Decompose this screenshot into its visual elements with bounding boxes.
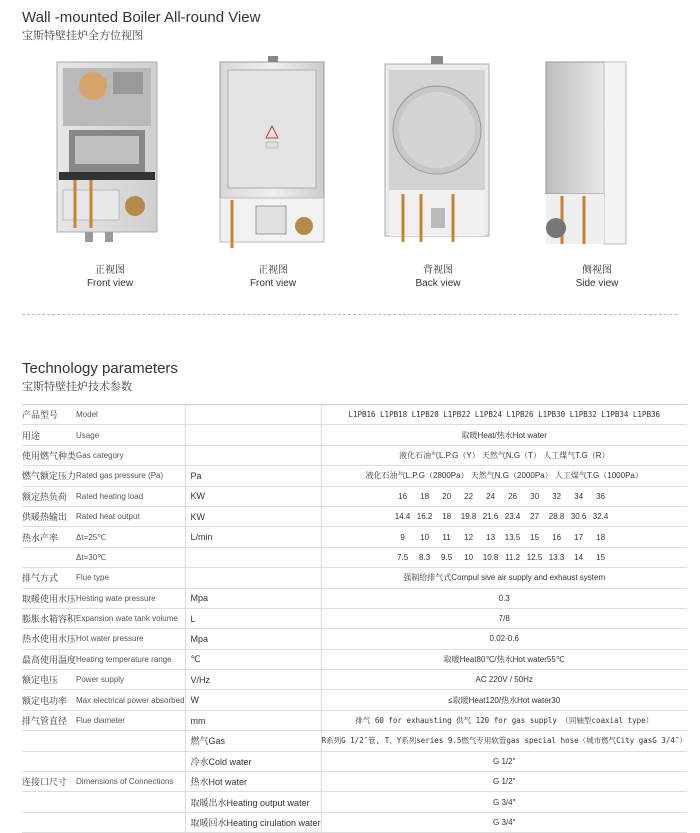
- view-caption-1: [45, 264, 175, 290]
- param-value: G 3/4″: [321, 812, 687, 832]
- param-name-cn: [22, 731, 76, 751]
- param-name-en: [76, 751, 185, 771]
- param-unit: W: [185, 690, 321, 710]
- param-unit: L/min: [185, 527, 321, 547]
- param-name-cn: 排气方式: [22, 568, 76, 588]
- table-row: [22, 445, 687, 465]
- param-unit: KW: [185, 486, 321, 506]
- param-name-en: Hesting wate pressure: [76, 588, 185, 608]
- param-name-en: Rated heating load: [76, 486, 185, 506]
- param-name-cn: 产品型号: [22, 405, 76, 425]
- param-value-cell: 10.8: [482, 552, 499, 562]
- param-value-cell: 11: [442, 532, 451, 542]
- table-row: [22, 690, 687, 710]
- param-name-en: Model: [76, 405, 185, 425]
- param-value: 强制给排气式Compul sive air supply and exhaust system: [321, 568, 687, 588]
- table-row: [22, 466, 687, 486]
- param-name-cn: 膨胀水箱容积: [22, 608, 76, 628]
- param-name-en: Gas category: [76, 445, 185, 465]
- param-name-en: Power supply: [76, 670, 185, 690]
- param-name-en: Rated heat output: [76, 506, 185, 526]
- param-value-cell: 9.5: [441, 552, 453, 562]
- param-value-cell: 32.4: [592, 512, 609, 522]
- param-value-cell: 10: [464, 552, 474, 562]
- param-values: [321, 527, 687, 547]
- param-unit: [185, 547, 321, 567]
- param-unit: Pa: [185, 466, 321, 486]
- param-unit: Mpa: [185, 629, 321, 649]
- table-row: [22, 405, 687, 425]
- param-value-cell: 15: [596, 552, 606, 562]
- param-value-cell: 32: [552, 491, 562, 501]
- table-row: [22, 751, 687, 771]
- param-value-cell: 12: [464, 532, 474, 542]
- param-unit: 燃气Gas: [185, 731, 321, 751]
- param-name-en: Usage: [76, 425, 185, 445]
- param-unit: mm: [185, 710, 321, 730]
- param-value: G 1/2″: [321, 772, 687, 792]
- page-subtitle: 宝斯特壁挂炉全方位视图: [22, 30, 143, 42]
- view-caption-cn: 背视图: [423, 265, 453, 276]
- param-unit: [185, 568, 321, 588]
- param-name-cn: 用途: [22, 425, 76, 445]
- param-value-cell: 15: [530, 532, 540, 542]
- table-row: [22, 527, 687, 547]
- param-unit: ℃: [185, 649, 321, 669]
- view-caption-en: Front view: [86, 278, 134, 289]
- boiler-front-open-image: [55, 48, 165, 293]
- table-row: [22, 629, 687, 649]
- param-value-cell: 16: [398, 491, 408, 501]
- param-value-cell: 27: [530, 512, 540, 522]
- param-name-cn: 热水使用水压: [22, 629, 76, 649]
- param-value: 取暖Heat/热水Hot water: [321, 425, 687, 445]
- param-name-en: Δt=30℃: [76, 547, 185, 567]
- param-name-cn: 额定电压: [22, 670, 76, 690]
- param-value-cell: 30: [530, 491, 540, 501]
- param-name-cn: 燃气额定压力: [22, 466, 76, 486]
- page-title: Wall -mounted Boiler All-round View: [22, 9, 261, 26]
- boiler-side-image: [542, 48, 652, 293]
- table-row: [22, 670, 687, 690]
- param-name-cn: [22, 751, 76, 771]
- table-row: [22, 792, 687, 812]
- param-name-cn: [22, 792, 76, 812]
- param-value-cell: 22: [464, 491, 474, 501]
- param-value-cell: 23.4: [504, 512, 521, 522]
- param-value-cell: 8.3: [419, 552, 431, 562]
- view-caption-cn: 正视图: [95, 265, 125, 276]
- param-name-cn: [22, 812, 76, 832]
- view-caption-cn: 侧视图: [582, 265, 612, 276]
- param-value-cell: 13.5: [504, 532, 521, 542]
- table-row: [22, 425, 687, 445]
- table-row: [22, 608, 687, 628]
- table-row: [22, 486, 687, 506]
- param-value-cell: 18: [596, 532, 606, 542]
- param-name-cn: 排气管直径: [22, 710, 76, 730]
- param-unit: 冷水Cold water: [185, 751, 321, 771]
- table-row: [22, 731, 687, 751]
- table-row: [22, 547, 687, 567]
- param-name-en: Expansion wate tank volume: [76, 608, 185, 628]
- param-name-en: Flue diameter: [76, 710, 185, 730]
- param-value: 0.02-0.6: [321, 629, 687, 649]
- param-value-cell: 21.6: [482, 512, 499, 522]
- param-value: 取暖Heat80℃/热水Hot water55℃: [321, 649, 687, 669]
- param-value: 7/8: [321, 608, 687, 628]
- param-name-en: [76, 812, 185, 832]
- params-table: [22, 404, 687, 833]
- param-name-en: [76, 792, 185, 812]
- param-value-cell: 16: [552, 532, 562, 542]
- param-name-cn: 最高使用温度: [22, 649, 76, 669]
- param-value-cell: 19.8: [460, 512, 477, 522]
- param-name-en: Flue type: [76, 568, 185, 588]
- param-unit: KW: [185, 506, 321, 526]
- param-value-cell: 7.5: [397, 552, 409, 562]
- table-row: [22, 649, 687, 669]
- param-name-en: Δt=25℃: [76, 527, 185, 547]
- param-value-cell: 12.5: [526, 552, 543, 562]
- param-value-cell: 34: [574, 491, 584, 501]
- param-value-cell: 26: [508, 491, 518, 501]
- view-caption-cn: 正视图: [258, 265, 288, 276]
- param-value: G 3/4″: [321, 792, 687, 812]
- param-name-cn: 连接口尺寸: [22, 772, 76, 792]
- view-caption-en: Front view: [249, 278, 297, 289]
- param-unit: L: [185, 608, 321, 628]
- param-name-en: Hot water pressure: [76, 629, 185, 649]
- param-unit: 取暖出水Heating output water: [185, 792, 321, 812]
- param-values: [321, 486, 687, 506]
- view-caption-3: [373, 264, 503, 290]
- param-unit: 热水Hot water: [185, 772, 321, 792]
- section-divider: [22, 314, 677, 315]
- boiler-back-image: [383, 48, 493, 293]
- param-value-cell: 30.6: [570, 512, 587, 522]
- param-name-en: [76, 731, 185, 751]
- view-caption-2: [208, 264, 338, 290]
- view-caption-4: [532, 264, 662, 290]
- param-values: [321, 547, 687, 567]
- param-value-cell: 14.4: [394, 512, 411, 522]
- param-value: R系列G 1/2″管, T、Y系列series 9.5燃气专用软管gas special hose（城市燃气City gasG 3/4″）: [321, 731, 687, 751]
- table-row: [22, 710, 687, 730]
- param-name-en: Heating temperature range: [76, 649, 185, 669]
- param-value-cell: 18: [442, 512, 452, 522]
- param-value-cell: 9: [400, 532, 405, 542]
- param-value: 0.3: [321, 588, 687, 608]
- table-row: [22, 812, 687, 832]
- param-unit: [185, 405, 321, 425]
- param-name-cn: [22, 547, 76, 567]
- view-caption-en: Side view: [575, 278, 619, 289]
- param-value: ≤取暖Heat120/热水Hot water30: [321, 690, 687, 710]
- param-name-cn: 取暖使用水压: [22, 588, 76, 608]
- table-row: [22, 588, 687, 608]
- param-value: 排气 60 for exhausting 供气 120 for gas supply （同轴型coaxial type）: [321, 710, 687, 730]
- param-value-cell: 13.3: [548, 552, 565, 562]
- param-name-en: Dimensions of Connections: [76, 772, 185, 792]
- param-value-cell: 16.2: [416, 512, 433, 522]
- table-row: [22, 772, 687, 792]
- param-value-cell: 17: [574, 532, 584, 542]
- param-value-cell: 28.8: [548, 512, 565, 522]
- boiler-front-closed-image: [218, 48, 328, 293]
- param-value: G 1/2″: [321, 751, 687, 771]
- param-value: 液化石油气L.P.G（Y） 天然气N.G（T） 人工煤气T.G（R）: [321, 445, 687, 465]
- param-name-en: Max electrical power absorbed: [76, 690, 185, 710]
- param-name-en: Rated gas pressure (Pa): [76, 466, 185, 486]
- param-name-cn: 额定电功率: [22, 690, 76, 710]
- boiler-gallery: [0, 48, 700, 293]
- param-unit: [185, 425, 321, 445]
- param-name-cn: 热水产率: [22, 527, 76, 547]
- view-caption-en: Back view: [415, 278, 461, 289]
- param-unit: Mpa: [185, 588, 321, 608]
- param-value: AC 220V / 50Hz: [321, 670, 687, 690]
- param-value-cell: 24: [486, 491, 496, 501]
- param-value-cell: 14: [574, 552, 584, 562]
- param-unit: [185, 445, 321, 465]
- param-values: [321, 506, 687, 526]
- table-row: [22, 506, 687, 526]
- param-unit: V/Hz: [185, 670, 321, 690]
- param-value-cell: 13: [486, 532, 496, 542]
- table-row: [22, 568, 687, 588]
- param-value-cell: 18: [420, 491, 430, 501]
- param-value-cell: 36: [596, 491, 606, 501]
- tech-title: Technology parameters: [22, 360, 178, 377]
- param-unit: 取暖回水Heating cirulation water: [185, 812, 321, 832]
- param-value-cell: 10: [420, 532, 430, 542]
- param-value: L1PB16 L1PB18 L1PB20 L1PB22 L1PB24 L1PB26 L1PB30 L1PB32 L1PB34 L1PB36: [321, 405, 687, 425]
- param-name-cn: 额定热负荷: [22, 486, 76, 506]
- param-value-cell: 11.2: [505, 552, 521, 562]
- param-value-cell: 20: [442, 491, 452, 501]
- param-name-cn: 供暖热输出: [22, 506, 76, 526]
- param-value: 液化石油气L.P.G（2800Pa） 天然气N.G（2000Pa） 人工煤气T.G（1000Pa）: [321, 466, 687, 486]
- param-name-cn: 使用燃气种类: [22, 445, 76, 465]
- tech-subtitle: 宝斯特壁挂炉技术参数: [22, 381, 132, 393]
